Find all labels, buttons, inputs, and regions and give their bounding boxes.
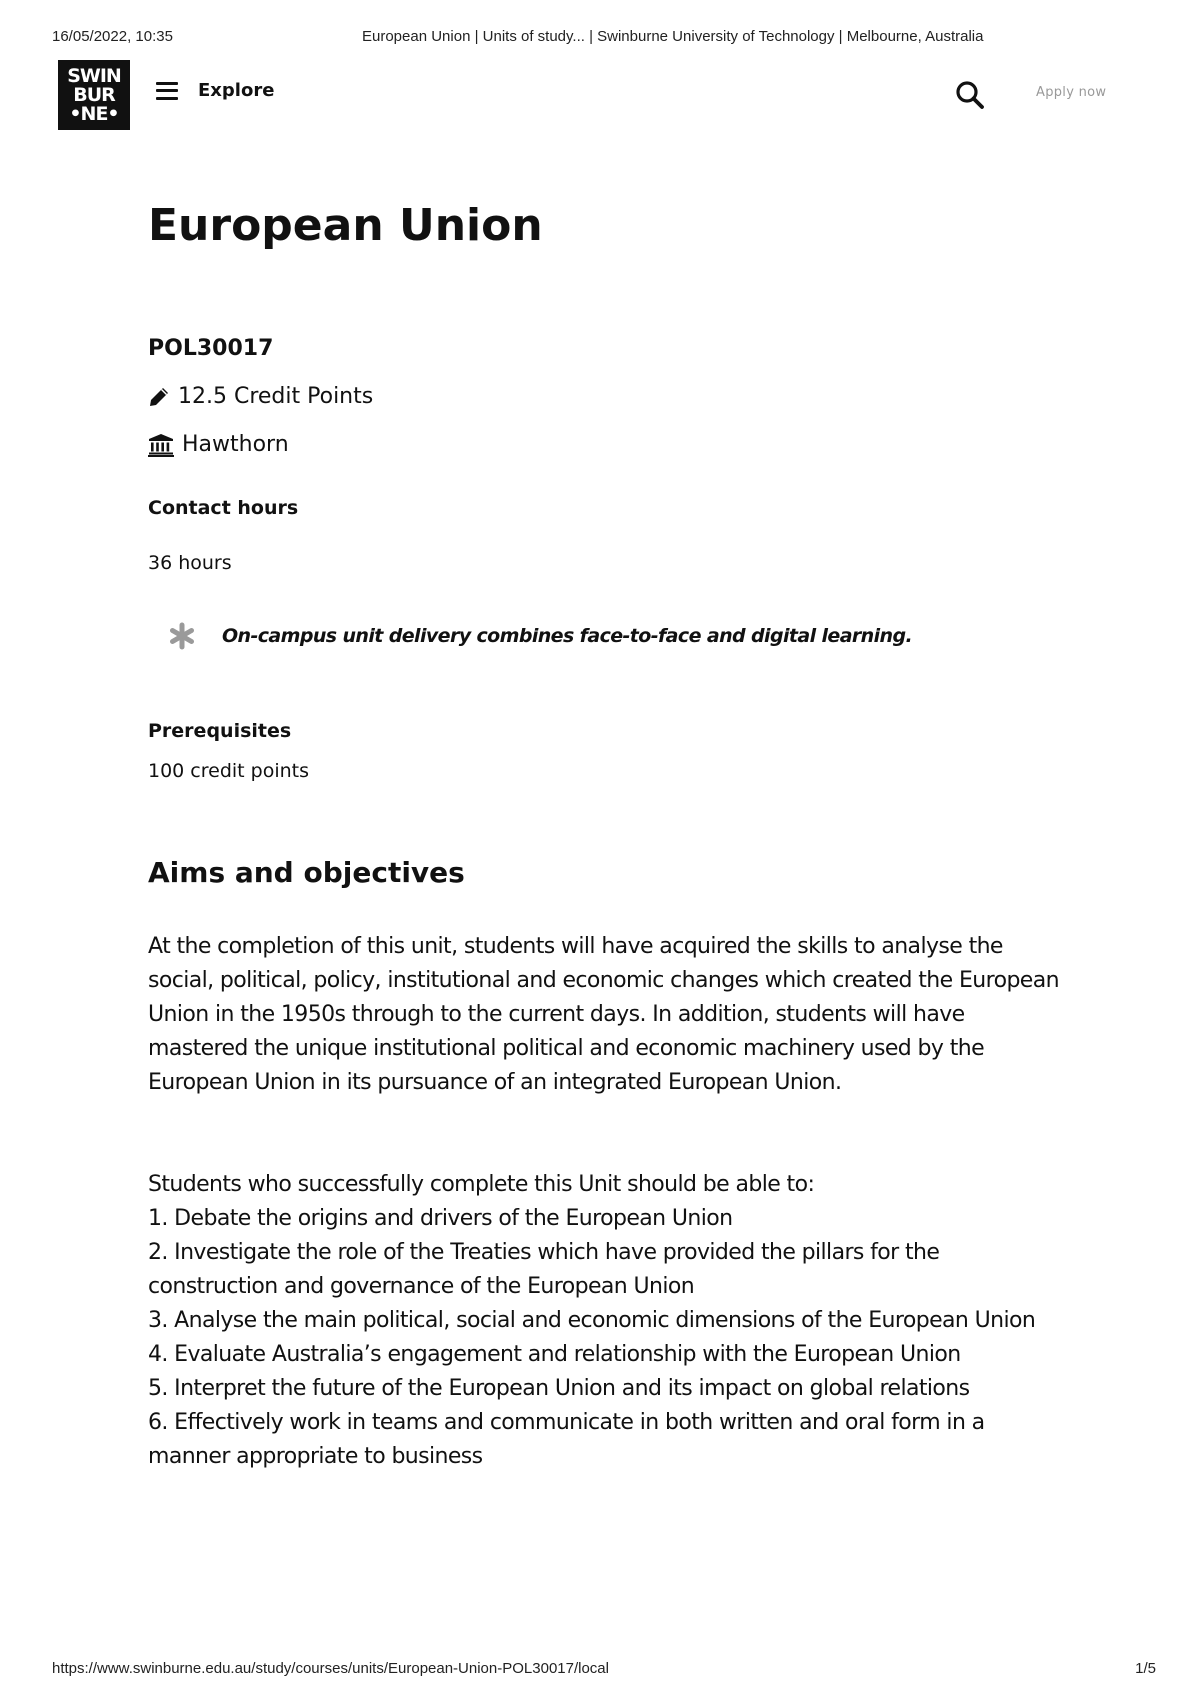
explore-menu-button[interactable] bbox=[156, 80, 274, 101]
aims-heading: Aims and objectives bbox=[148, 856, 465, 889]
outcome-item-3: 3. Analyse the main political, social and economic dimensions of the European Union bbox=[148, 1308, 1036, 1333]
outcomes-list bbox=[148, 1202, 1068, 1474]
outcomes-intro: Students who successfully complete this Unit should be able to: bbox=[148, 1172, 815, 1197]
prerequisites-label: Prerequisites bbox=[148, 720, 292, 742]
asterisk-icon bbox=[168, 622, 196, 650]
outcome-item-6: 6. Effectively work in teams and communicate in both written and oral form in a manner appropriate to business bbox=[148, 1410, 985, 1469]
print-url: https://www.swinburne.edu.au/study/courses/units/European-Union-POL30017/local bbox=[52, 1660, 609, 1677]
outcome-item-1: 1. Debate the origins and drivers of the European Union bbox=[148, 1206, 733, 1231]
outcome-item-5: 5. Interpret the future of the European Union and its impact on global relations bbox=[148, 1376, 970, 1401]
hamburger-icon bbox=[156, 82, 178, 100]
print-document-title: European Union | Units of study... | Swinburne University of Technology | Melbourne, Australia bbox=[362, 28, 984, 45]
outcome-item-2: 2. Investigate the role of the Treaties which have provided the pillars for the construction and governance of the European Union bbox=[148, 1240, 940, 1299]
logo-line-1: SWIN bbox=[67, 64, 121, 87]
institution-icon bbox=[148, 433, 174, 457]
delivery-note-text: On-campus unit delivery combines face-to-face and digital learning. bbox=[222, 625, 913, 647]
logo-line-2: BUR bbox=[73, 83, 115, 106]
print-page-number: 1/5 bbox=[1135, 1660, 1156, 1677]
contact-hours-label: Contact hours bbox=[148, 497, 299, 519]
explore-menu-label: Explore bbox=[198, 80, 275, 101]
print-date: 16/05/2022, 10:35 bbox=[52, 28, 173, 45]
prerequisites-value: 100 credit points bbox=[148, 760, 310, 782]
logo-line-3: •NE• bbox=[69, 102, 119, 125]
credit-points-value: 12.5 Credit Points bbox=[178, 384, 374, 409]
contact-hours-value: 36 hours bbox=[148, 552, 232, 574]
outcome-item-4: 4. Evaluate Australia’s engagement and relationship with the European Union bbox=[148, 1342, 961, 1367]
aims-paragraph: At the completion of this unit, students will have acquired the skills to analyse the social, political, policy, institutional and economic changes which created the European Union in the 1950s through to the current days. In addition, students will have mastered the unique institutional political and economic machinery used by the European Union in its pursuance of an integrated European Union. bbox=[148, 934, 1059, 1095]
page-title: European Union bbox=[148, 200, 543, 251]
search-icon bbox=[955, 80, 985, 110]
campus-value: Hawthorn bbox=[182, 432, 289, 457]
pencil-icon bbox=[148, 386, 170, 408]
apply-now-button[interactable]: Apply now bbox=[1036, 85, 1107, 100]
delivery-note bbox=[168, 622, 912, 650]
campus-row bbox=[148, 432, 289, 457]
search-button[interactable] bbox=[955, 80, 985, 110]
learning-outcomes bbox=[148, 1168, 1068, 1474]
swinburne-logo[interactable] bbox=[58, 60, 130, 130]
unit-code: POL30017 bbox=[148, 336, 274, 361]
credit-points-row bbox=[148, 384, 373, 409]
